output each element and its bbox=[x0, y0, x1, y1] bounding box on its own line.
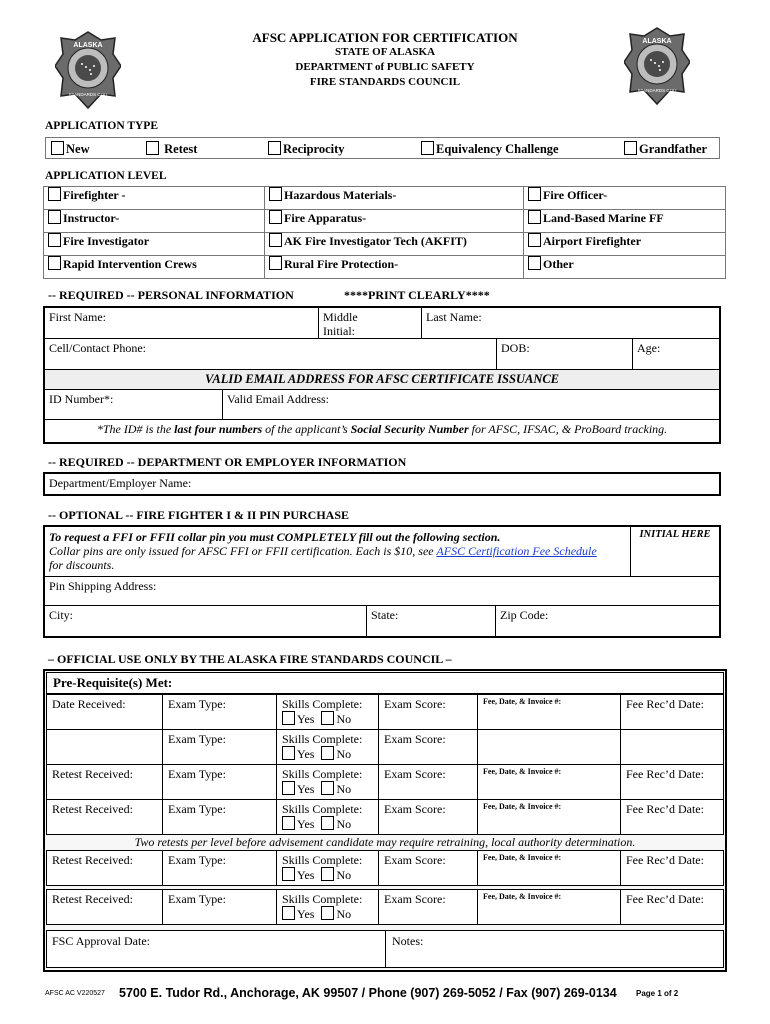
official-heading: – OFFICIAL USE ONLY BY THE ALASKA FIRE STANDARDS COUNCIL – bbox=[48, 652, 452, 666]
no-label: No bbox=[336, 868, 352, 882]
yes-label: Yes bbox=[297, 747, 315, 761]
alaska-fire-badge-right-logo bbox=[624, 26, 690, 112]
no-checkbox[interactable] bbox=[321, 867, 334, 881]
alaska-fire-badge-left-logo bbox=[55, 30, 121, 116]
checkbox[interactable] bbox=[51, 141, 64, 155]
email-banner: VALID EMAIL ADDRESS FOR AFSC CERTIFICATE ISSUANCE bbox=[45, 370, 719, 390]
fee-received-date-field[interactable]: Fee Rec’d Date: bbox=[620, 799, 724, 835]
first-name-field[interactable]: First Name: bbox=[45, 308, 319, 339]
checkbox[interactable] bbox=[269, 233, 282, 247]
yes-label: Yes bbox=[297, 868, 315, 882]
form-header bbox=[215, 30, 555, 90]
pin-discount-text: for discounts. bbox=[49, 558, 115, 572]
no-checkbox[interactable] bbox=[321, 711, 334, 725]
last-name-field[interactable]: Last Name: bbox=[422, 308, 719, 339]
skills-complete-field[interactable] bbox=[276, 799, 379, 835]
yes-no-options bbox=[282, 906, 373, 921]
yes-label: Yes bbox=[297, 782, 315, 796]
skills-complete-field[interactable] bbox=[276, 850, 379, 886]
dob-field[interactable]: DOB: bbox=[497, 339, 633, 370]
skills-label: Skills Complete: bbox=[282, 892, 363, 906]
age-field[interactable]: Age: bbox=[633, 339, 719, 370]
fee-invoice-field[interactable]: Fee, Date, & Invoice #: bbox=[477, 850, 621, 886]
fee-received-date-field[interactable]: Fee Rec’d Date: bbox=[620, 850, 724, 886]
checkbox[interactable] bbox=[528, 187, 541, 201]
skills-label: Skills Complete: bbox=[282, 802, 363, 816]
no-label: No bbox=[336, 712, 352, 726]
exam-score-field[interactable]: Exam Score: bbox=[378, 889, 478, 925]
retest-note: Two retests per level before advisement candidate may require retraining, local authority determination. bbox=[134, 835, 636, 849]
exam-type-field[interactable]: Exam Type: bbox=[162, 764, 277, 800]
yes-checkbox[interactable] bbox=[282, 781, 295, 795]
zip-field[interactable]: Zip Code: bbox=[500, 608, 549, 622]
exam-type-field[interactable]: Exam Type: bbox=[162, 850, 277, 886]
date-received-field[interactable]: Retest Received: bbox=[46, 889, 163, 925]
print-clearly-note: ****PRINT CLEARLY**** bbox=[344, 288, 490, 302]
yes-checkbox[interactable] bbox=[282, 816, 295, 830]
checkbox[interactable] bbox=[269, 210, 282, 224]
pin-shipping-field[interactable]: Pin Shipping Address: bbox=[45, 577, 719, 606]
skills-label: Skills Complete: bbox=[282, 697, 363, 711]
application-level-heading: APPLICATION LEVEL bbox=[45, 170, 167, 182]
footer-address: 5700 E. Tudor Rd., Anchorage, AK 99507 / Phone (907) 269-5052 / Fax (907) 269-0134 bbox=[119, 986, 617, 1000]
no-label: No bbox=[336, 747, 352, 761]
fee-received-date-field[interactable]: Fee Rec’d Date: bbox=[620, 889, 724, 925]
id-note: *The ID# is the last four numbers of the applicant’s Social Security Number for AFSC, IFSAC, & ProBoard tracking. bbox=[96, 422, 668, 436]
exam-score-field[interactable]: Exam Score: bbox=[378, 764, 478, 800]
skills-complete-field[interactable] bbox=[276, 729, 379, 765]
skills-complete-field[interactable] bbox=[276, 764, 379, 800]
checkbox[interactable] bbox=[48, 233, 61, 247]
level-rural-fire[interactable]: Rural Fire Protection- bbox=[265, 256, 524, 279]
level-firefighter[interactable]: Firefighter - bbox=[44, 187, 265, 210]
council-name: FIRE STANDARDS COUNCIL bbox=[309, 76, 461, 88]
date-received-field[interactable]: Retest Received: bbox=[46, 850, 163, 886]
personal-info-heading: -- REQUIRED -- PERSONAL INFORMATION bbox=[48, 288, 294, 302]
fee-invoice-field[interactable]: Fee, Date, & Invoice #: bbox=[477, 799, 621, 835]
level-rapid-intervention[interactable]: Rapid Intervention Crews bbox=[44, 256, 265, 279]
app-type-retest[interactable]: Retest bbox=[146, 141, 197, 157]
level-fire-apparatus[interactable]: Fire Apparatus- bbox=[265, 210, 524, 233]
prereq-field[interactable]: Pre-Requisite(s) Met: bbox=[46, 672, 724, 694]
id-number-field[interactable]: ID Number*: bbox=[45, 390, 223, 420]
application-type-heading: APPLICATION TYPE bbox=[45, 120, 158, 132]
fee-received-date-field[interactable]: Fee Rec’d Date: bbox=[620, 694, 724, 730]
checkbox[interactable] bbox=[528, 210, 541, 224]
department-name: DEPARTMENT of PUBLIC SAFETY bbox=[295, 61, 475, 73]
fsc-approval-field[interactable]: FSC Approval Date: bbox=[46, 930, 386, 968]
department-heading: -- REQUIRED -- DEPARTMENT OR EMPLOYER INFORMATION bbox=[48, 455, 407, 469]
level-instructor[interactable]: Instructor- bbox=[44, 210, 265, 233]
exam-score-field[interactable]: Exam Score: bbox=[378, 850, 478, 886]
exam-type-field[interactable]: Exam Type: bbox=[162, 694, 277, 730]
exam-type-field[interactable]: Exam Type: bbox=[162, 729, 277, 765]
exam-type-field[interactable]: Exam Type: bbox=[162, 889, 277, 925]
exam-score-field[interactable]: Exam Score: bbox=[378, 729, 478, 765]
yes-label: Yes bbox=[297, 907, 315, 921]
checkbox[interactable] bbox=[624, 141, 637, 155]
level-fire-officer[interactable]: Fire Officer- bbox=[524, 187, 726, 210]
svg-text:ALASKA: ALASKA bbox=[642, 38, 672, 45]
yes-no-options bbox=[282, 711, 373, 726]
no-checkbox[interactable] bbox=[321, 781, 334, 795]
level-fire-investigator[interactable]: Fire Investigator bbox=[44, 233, 265, 256]
checkbox[interactable] bbox=[146, 141, 159, 155]
svg-text:STANDARDS COU: STANDARDS COU bbox=[637, 88, 677, 93]
application-type-box bbox=[45, 137, 720, 159]
department-name-field[interactable]: Department/Employer Name: bbox=[49, 476, 192, 490]
pin-instructions bbox=[45, 527, 631, 577]
date-received-field[interactable]: Retest Received: bbox=[46, 764, 163, 800]
yes-label: Yes bbox=[297, 817, 315, 831]
date-received-field[interactable]: Date Received: bbox=[46, 694, 163, 730]
checkbox[interactable] bbox=[48, 187, 61, 201]
skills-label: Skills Complete: bbox=[282, 853, 363, 867]
state-field[interactable]: State: bbox=[367, 606, 496, 636]
fee-received-date-field[interactable]: Fee Rec’d Date: bbox=[620, 764, 724, 800]
exam-score-field[interactable]: Exam Score: bbox=[378, 694, 478, 730]
checkbox[interactable] bbox=[48, 256, 61, 270]
yes-checkbox[interactable] bbox=[282, 906, 295, 920]
no-checkbox[interactable] bbox=[321, 746, 334, 760]
fee-invoice-field[interactable]: Fee, Date, & Invoice #: bbox=[477, 764, 621, 800]
level-marine-ff[interactable]: Land-Based Marine FF bbox=[524, 210, 726, 233]
no-label: No bbox=[336, 907, 352, 921]
skills-label: Skills Complete: bbox=[282, 732, 363, 746]
checkbox[interactable] bbox=[421, 141, 434, 155]
skills-label: Skills Complete: bbox=[282, 767, 363, 781]
date-received-field[interactable] bbox=[46, 729, 163, 765]
checkbox[interactable] bbox=[528, 233, 541, 247]
yes-no-options bbox=[282, 867, 373, 882]
checkbox[interactable] bbox=[528, 256, 541, 270]
checkbox[interactable] bbox=[48, 210, 61, 224]
svg-text:STANDARDS COU: STANDARDS COU bbox=[68, 92, 108, 97]
state-name: STATE OF ALASKA bbox=[334, 46, 436, 58]
yes-no-options bbox=[282, 816, 373, 831]
svg-text:ALASKA: ALASKA bbox=[73, 42, 103, 49]
middle-initial-field[interactable] bbox=[319, 308, 422, 339]
app-type-equivalency[interactable]: Equivalency Challenge bbox=[421, 141, 559, 157]
skills-complete-field[interactable] bbox=[276, 694, 379, 730]
notes-field[interactable]: Notes: bbox=[386, 930, 724, 968]
fee-received-date-field[interactable] bbox=[620, 729, 724, 765]
no-label: No bbox=[336, 817, 352, 831]
form-code: AFSC AC V220527 bbox=[45, 990, 105, 997]
fee-invoice-field[interactable] bbox=[477, 729, 621, 765]
initial-label: Initial: bbox=[323, 324, 355, 338]
page-number: Page 1 of 2 bbox=[636, 989, 679, 998]
form-title: AFSC APPLICATION FOR CERTIFICATION bbox=[252, 30, 518, 45]
yes-label: Yes bbox=[297, 712, 315, 726]
checkbox[interactable] bbox=[269, 187, 282, 201]
phone-field[interactable]: Cell/Contact Phone: bbox=[45, 339, 497, 370]
yes-no-options bbox=[282, 781, 373, 796]
email-field[interactable]: Valid Email Address: bbox=[223, 390, 719, 420]
exam-type-field[interactable]: Exam Type: bbox=[162, 799, 277, 835]
no-label: No bbox=[336, 782, 352, 796]
fee-invoice-field[interactable]: Fee, Date, & Invoice #: bbox=[477, 694, 621, 730]
pin-heading: -- OPTIONAL -- FIRE FIGHTER I & II PIN PURCHASE bbox=[48, 508, 350, 522]
level-airport-ff[interactable]: Airport Firefighter bbox=[524, 233, 726, 256]
no-checkbox[interactable] bbox=[321, 816, 334, 830]
middle-label: Middle bbox=[323, 310, 358, 324]
app-type-reciprocity[interactable]: Reciprocity bbox=[268, 141, 345, 157]
pin-price-text: Collar pins are only issued for AFSC FFI or FFII certification. Each is $10, see bbox=[49, 544, 437, 558]
initial-here-field[interactable]: INITIAL HERE bbox=[631, 527, 719, 577]
pin-instruction-line: To request a FFI or FFII collar pin you must COMPLETELY fill out the following section. bbox=[49, 530, 501, 544]
app-type-grandfather[interactable]: Grandfather bbox=[624, 141, 707, 157]
skills-complete-field[interactable] bbox=[276, 889, 379, 925]
level-hazmat[interactable]: Hazardous Materials- bbox=[265, 187, 524, 210]
no-checkbox[interactable] bbox=[321, 906, 334, 920]
yes-no-options bbox=[282, 746, 373, 761]
checkbox[interactable] bbox=[269, 256, 282, 270]
yes-checkbox[interactable] bbox=[282, 867, 295, 881]
level-other[interactable]: Other bbox=[524, 256, 726, 279]
city-field[interactable]: City: bbox=[45, 606, 367, 636]
fee-invoice-field[interactable]: Fee, Date, & Invoice #: bbox=[477, 889, 621, 925]
exam-score-field[interactable]: Exam Score: bbox=[378, 799, 478, 835]
yes-checkbox[interactable] bbox=[282, 711, 295, 725]
app-type-new[interactable]: New bbox=[51, 141, 90, 157]
level-akfit[interactable]: AK Fire Investigator Tech (AKFIT) bbox=[265, 233, 524, 256]
date-received-field[interactable]: Retest Received: bbox=[46, 799, 163, 835]
fee-schedule-link[interactable]: AFSC Certification Fee Schedule bbox=[436, 544, 597, 558]
checkbox[interactable] bbox=[268, 141, 281, 155]
application-level-table bbox=[43, 186, 726, 279]
yes-checkbox[interactable] bbox=[282, 746, 295, 760]
